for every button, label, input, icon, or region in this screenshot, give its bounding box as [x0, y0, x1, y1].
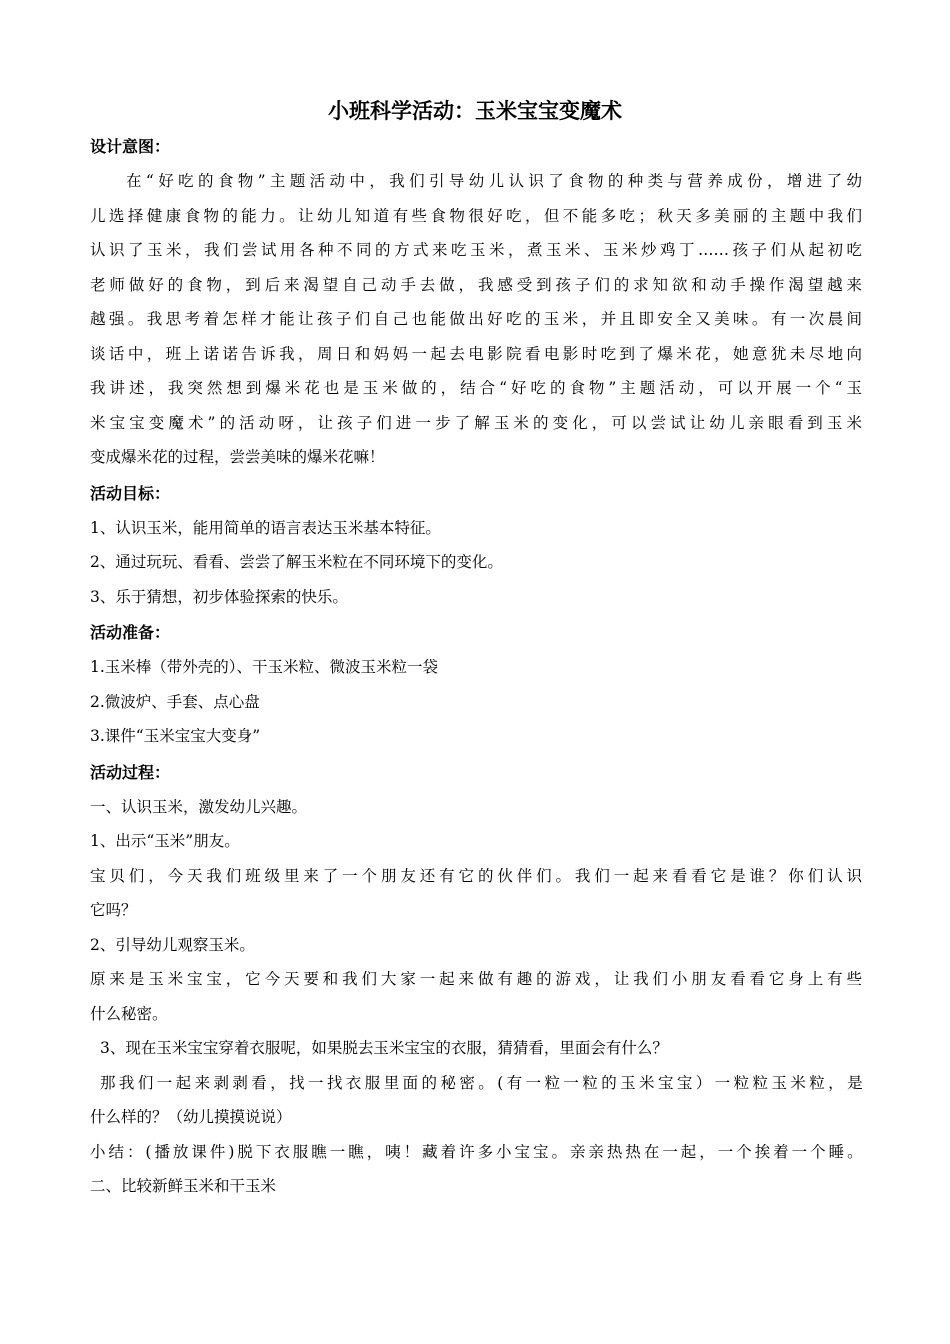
paragraph-line: 认识了玉米，我们尝试用各种不同的方式来吃玉米，煮玉米、玉米炒鸡丁……孩子们从起初吃	[90, 241, 862, 259]
paragraph-line: 原来是玉米宝宝，它今天要和我们大家一起来做有趣的游戏，让我们小朋友看看它身上有些	[90, 970, 862, 988]
page-title: 小班科学活动：玉米宝宝变魔术	[328, 99, 622, 123]
summary-line: 小结：(播放课件)脱下衣服瞧一瞧，咦！藏着许多小宝宝。亲亲热热在一起，一个挨着一个睡。	[90, 1142, 862, 1161]
section-heading-design: 设计意图：	[90, 137, 171, 156]
list-item: 3.课件“玉米宝宝大变身”	[90, 727, 261, 745]
design-paragraph	[90, 164, 862, 475]
paragraph-line: 越强。我思考着怎样才能让孩子们自己也能做出好吃的玉米，并且即安全又美味。有一次晨间	[90, 310, 862, 328]
list-item: 1、认识玉米，能用简单的语言表达玉米基本特征。	[90, 518, 441, 537]
list-item: 1.玉米棒（带外壳的）、干玉米粒、微波玉米粒一袋	[90, 658, 439, 676]
list-item: 3、乐于猜想，初步体验探索的快乐。	[90, 587, 348, 606]
paragraph-line: 它吗？	[90, 901, 137, 919]
list-item: 2、通过玩玩、看看、尝尝了解玉米粒在不同环境下的变化。	[90, 553, 503, 571]
section-heading-process: 活动过程：	[90, 762, 171, 782]
paragraph-line: 宝贝们，今天我们班级里来了一个朋友还有它的伙伴们。我们一起来看看它是谁？你们认识	[90, 866, 862, 885]
paragraph-line: 老师做好的食物，到后来渴望自己动手去做，我感受到孩子们的求知欲和动手操作渴望越来	[90, 275, 862, 294]
list-item: 2.微波炉、手套、点心盘	[90, 692, 260, 711]
paragraph-line: 儿选择健康食物的能力。让幼儿知道有些食物很好吃，但不能多吃；秋天多美丽的主题中我们	[90, 206, 862, 225]
list-item: 3、现在玉米宝宝穿着衣服呢，如果脱去玉米宝宝的衣服，猜猜看，里面会有什么？	[100, 1039, 668, 1057]
section-heading-goals: 活动目标：	[90, 483, 171, 503]
paragraph-line: 什么秘密。	[90, 1004, 168, 1023]
paragraph-line: 我讲述，我突然想到爆米花也是玉米做的，结合“好吃的食物”主题活动，可以开展一个“玉	[90, 379, 862, 397]
prep-list	[90, 650, 862, 754]
section-heading-prep: 活动准备：	[90, 623, 171, 642]
document-body	[90, 130, 862, 1204]
list-item: 1、出示“玉米”朋友。	[90, 832, 240, 850]
list-item: 二、比较新鲜玉米和干玉米	[90, 1177, 277, 1195]
goals-list	[90, 511, 862, 615]
paragraph-line: 谈话中，班上诺诺告诉我，周日和妈妈一起去电影院看电影时吃到了爆米花，她意犹未尽地向	[90, 344, 862, 363]
process-list	[90, 790, 862, 1204]
paragraph-line: 那我们一起来剥剥看，找一找衣服里面的秘密。(有一粒一粒的玉米宝宝）一粒粒玉米粒，是	[100, 1073, 862, 1092]
paragraph-line: 什么样的？（幼儿摸摸说说）	[90, 1108, 292, 1126]
list-item: 一、认识玉米，激发幼儿兴趣。	[90, 797, 308, 816]
paragraph-line: 变成爆米花的过程，尝尝美味的爆米花嘛！	[90, 448, 385, 466]
paragraph-line: 在“好吃的食物”主题活动中，我们引导幼儿认识了食物的种类与营养成份，增进了幼	[126, 172, 862, 190]
list-item: 2、引导幼儿观察玉米。	[90, 935, 255, 954]
paragraph-line: 米宝宝变魔术”的活动呀，让孩子们进一步了解玉米的变化，可以尝试让幼儿亲眼看到玉米	[90, 413, 862, 432]
